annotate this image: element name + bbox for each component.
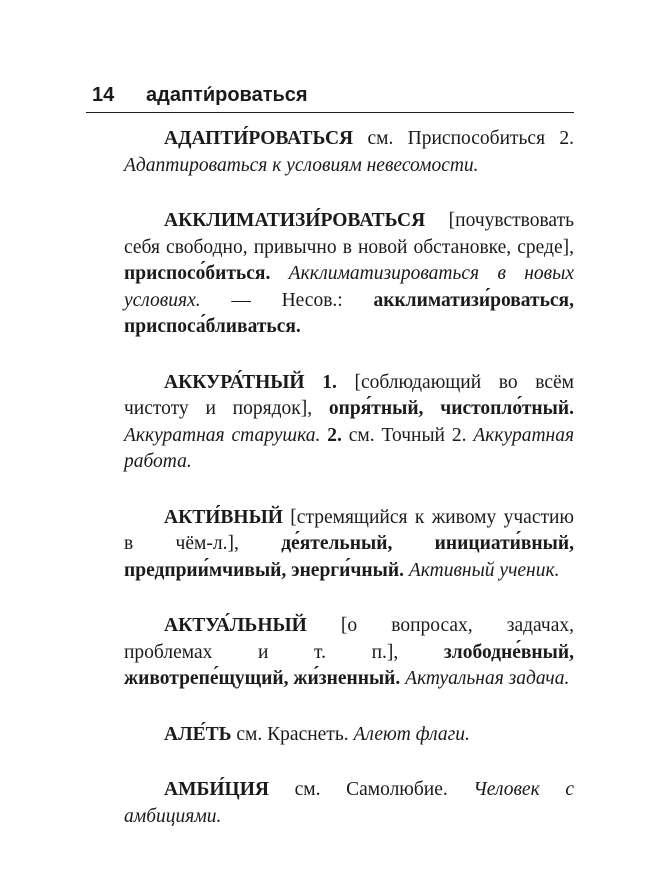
headword: АМБИ́ЦИЯ	[164, 779, 269, 800]
entry-text: см. Краснеть.	[231, 723, 354, 745]
entry-text: [почувствовать себя свободно, привычно в новой обстановке, среде],	[124, 210, 574, 258]
entry-text: см. Приспособиться 2.	[353, 128, 574, 149]
entry-alet	[124, 722, 574, 749]
entry-akkuratnyy	[124, 370, 574, 476]
entry-text: — Несов.:	[200, 289, 374, 311]
headword: АККЛИМАТИЗИ́РОВАТЬСЯ	[164, 210, 426, 231]
example: Человек с амбициями.	[124, 779, 574, 827]
entry-aktualnyy	[124, 613, 574, 693]
example: Алеют флаги.	[353, 723, 470, 745]
separator	[270, 263, 288, 284]
example: Актуальная задача.	[405, 668, 570, 689]
headword: АКТУА́ЛЬНЫЙ	[164, 615, 307, 636]
synonyms: злободне́вный, животрепе́щущий, жи́зненный.	[124, 641, 574, 689]
entry-text: [стремящийся к живому участию в чём-л.],	[124, 506, 574, 554]
headword: АКТИ́ВНЫЙ	[164, 506, 283, 528]
entry-aktivnyy	[124, 505, 574, 585]
example: Акклиматизироваться в новых условиях.	[124, 263, 575, 311]
headword: АЛЕ́ТЬ	[164, 723, 232, 745]
entry-text: см. Самолюбие.	[268, 779, 474, 800]
synonyms-imperfective: акклиматизи́роваться, приспоса́бливаться.	[124, 289, 574, 337]
entry-akklimatizirovatsya	[124, 208, 574, 341]
entry-text: [соблюдающий во всём чистоту и порядок],	[124, 371, 574, 419]
synonym: приспосо́биться.	[124, 263, 271, 284]
sense-number: 2.	[327, 424, 342, 446]
entry-text: см. Точный 2.	[341, 424, 474, 446]
running-head: адапти́роваться	[146, 84, 308, 106]
example: Адаптироваться к условиям невесомости.	[124, 154, 479, 176]
headword: АДАПТИ́РОВАТЬСЯ	[164, 128, 354, 149]
entry-adaptirovatsya	[124, 126, 574, 179]
example: Аккуратная работа.	[124, 424, 575, 472]
example: Аккуратная старушка.	[124, 424, 321, 446]
page-number: 14	[92, 84, 115, 106]
example: Активный ученик.	[408, 559, 560, 581]
headword: АККУРА́ТНЫЙ 1.	[164, 371, 337, 393]
entry-ambitsiya	[124, 777, 574, 830]
entry-text: [о вопросах, задачах, проблемах и т. п.],	[124, 615, 574, 663]
entries-list	[124, 126, 574, 859]
synonyms: де́ятельный, инициати́вный, предприи́мчивый, энерги́чный.	[124, 533, 574, 581]
synonyms: опря́тный, чистопло́тный.	[328, 398, 575, 419]
page-header	[86, 82, 574, 113]
